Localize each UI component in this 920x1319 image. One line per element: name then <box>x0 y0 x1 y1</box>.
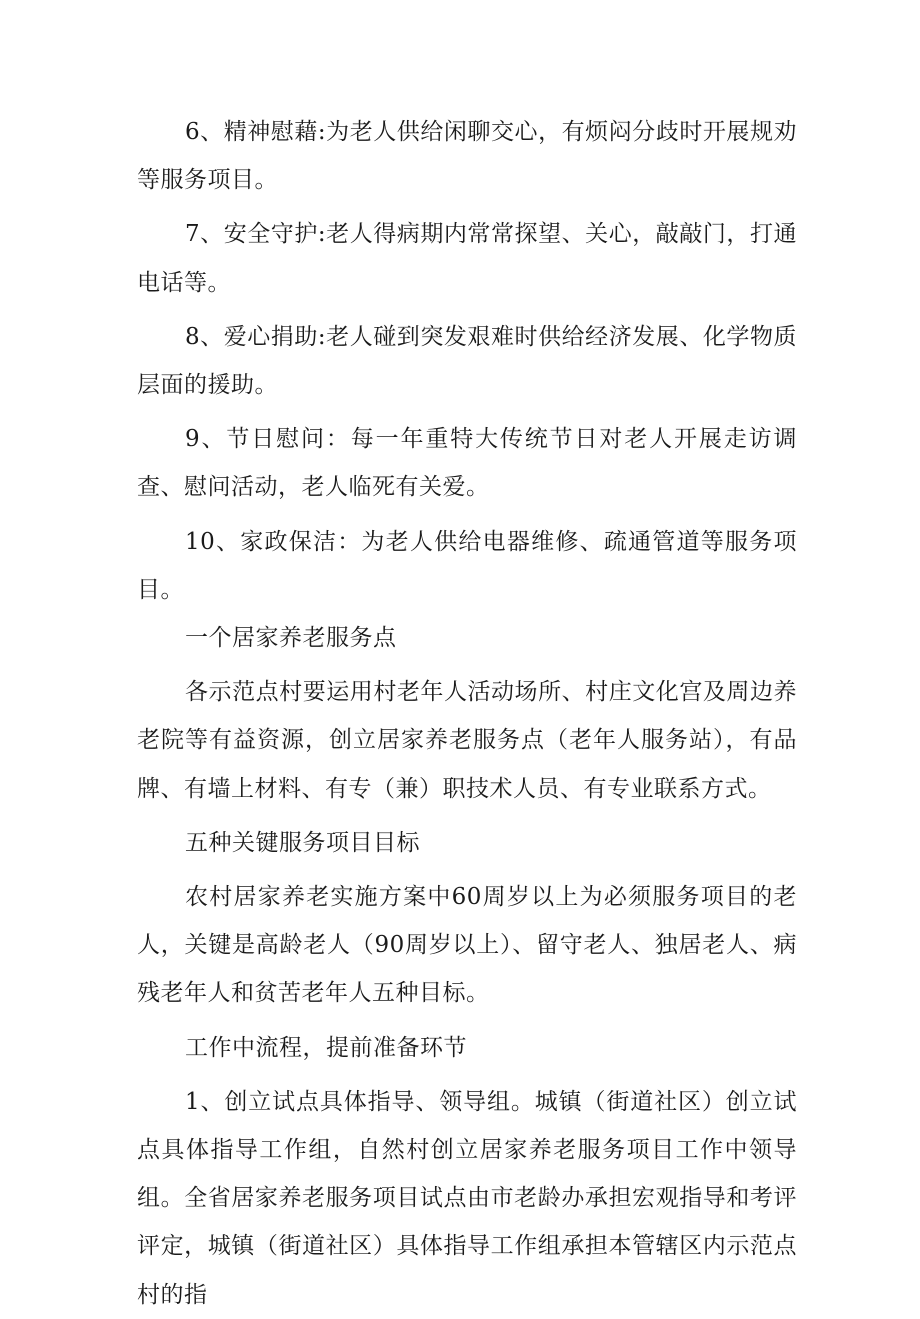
paragraph-service-point-body: 各示范点村要运用村老年人活动场所、村庄文化宫及周边养老院等有益资源，创立居家养老服务点（老年人服务站），有品牌、有墙上材料、有专（兼）职技术人员、有专业联系方式。 <box>137 679 797 802</box>
paragraph-item-7-safety-guard: 7、安全守护:老人得病期内常常探望、关心，敲敲门，打通电话等。 <box>137 221 797 296</box>
document-body <box>137 108 797 1319</box>
paragraph-five-targets-body: 农村居家养老实施方案中60周岁以上为必须服务项目的老人，关键是高龄老人（90周岁以上）、留守老人、独居老人、病残老年人和贫苦老年人五种目标。 <box>137 884 797 1007</box>
paragraph-item-6-spiritual-comfort: 6、精神慰藉:为老人供给闲聊交心，有烦闷分歧时开展规劝等服务项目。 <box>137 119 797 194</box>
section-heading-service-point: 一个居家养老服务点 <box>185 625 397 652</box>
section-heading-five-targets: 五种关键服务项目目标 <box>185 829 420 856</box>
paragraph-workflow-step-1: 1、创立试点具体指导、领导组。城镇（街道社区）创立试点具体指导工作组，自然村创立居家养老服务项目工作中领导组。全省居家养老服务项目试点由市老龄办承担宏观指导和考评评定，城镇（街道社区）具体指导工作组承担本管辖区内示范点村的指 <box>137 1088 797 1308</box>
paragraph-item-8-charity-aid: 8、爱心捐助:老人碰到突发艰难时供给经济发展、化学物质层面的援助。 <box>137 323 797 399</box>
paragraph-item-10-housekeeping: 10、家政保洁：为老人供给电器维修、疏通管道等服务项目。 <box>137 528 797 603</box>
section-heading-workflow: 工作中流程，提前准备环节 <box>185 1034 467 1061</box>
paragraph-item-9-holiday-visit: 9、节日慰问：每一年重特大传统节日对老人开展走访调查、慰问活动，老人临死有关爱。 <box>137 426 797 501</box>
